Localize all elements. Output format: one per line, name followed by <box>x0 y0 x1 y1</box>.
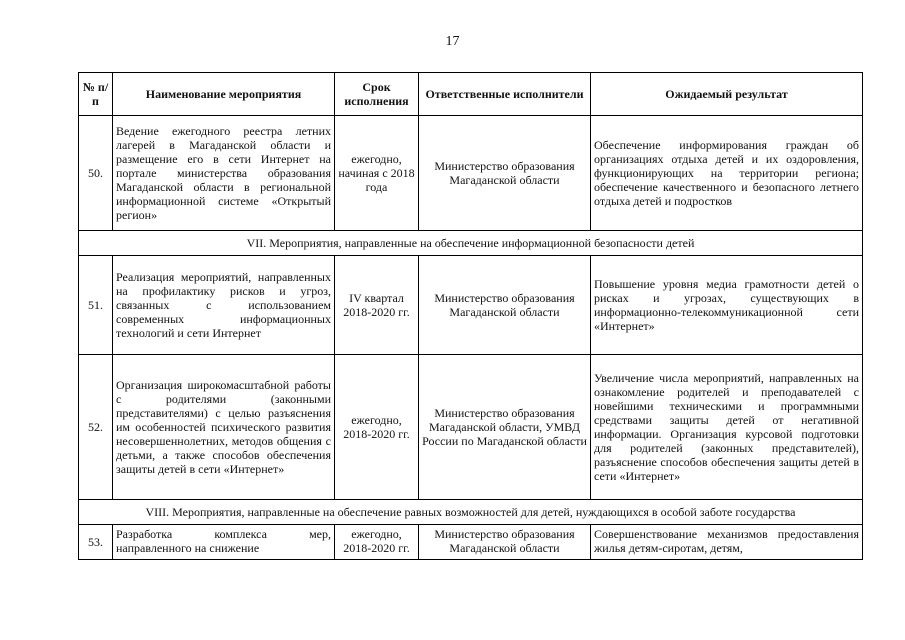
table-row <box>79 355 863 500</box>
table-header-row <box>79 73 863 116</box>
row-result: Повышение уровня медиа грамотности детей о рисках и угрозах, существующих в информационно-телекоммуникационной сети «Интернет» <box>591 256 863 355</box>
header-executors: Ответственные исполнители <box>419 73 591 116</box>
page-number: 17 <box>445 34 460 49</box>
row-executors: Министерство образования Магаданской области <box>419 256 591 355</box>
section-row <box>79 500 863 525</box>
row-name: Разработка комплекса мер, направленного на снижение <box>116 527 331 555</box>
section-row <box>79 231 863 256</box>
row-executors: Министерство образования Магаданской области <box>434 527 575 555</box>
row-term: ежегодно, 2018-2020 гг. <box>335 355 419 500</box>
header-term: Срок исполнения <box>335 73 419 116</box>
row-result: Совершенствование механизмов предоставления жилья детям-сиротам, детям, <box>594 527 859 555</box>
table-row <box>79 525 863 560</box>
row-result: Обеспечение информирования граждан об организациях отдыха детей и их оздоровления, функционирующих на территории региона; обеспечение качественного и безопасного летнего отдыха детей и подростков <box>591 116 863 231</box>
row-term: IV квартал 2018-2020 гг. <box>335 256 419 355</box>
table-row <box>79 256 863 355</box>
row-num: 53. <box>79 525 113 560</box>
row-name: Реализация мероприятий, направленных на профилактику рисков и угроз, связанных с использованием современных информационных технологий и сети Интернет <box>113 256 335 355</box>
row-term: ежегодно, 2018-2020 гг. <box>343 527 410 555</box>
header-name: Наименование мероприятия <box>113 73 335 116</box>
row-num: 50. <box>79 116 113 231</box>
header-num: № п/п <box>79 73 113 116</box>
row-term: ежегодно, начиная с 2018 года <box>335 116 419 231</box>
row-num: 51. <box>79 256 113 355</box>
row-num: 52. <box>79 355 113 500</box>
row-name: Ведение ежегодного реестра летних лагерей в Магаданской области и размещение его в сети Интернет на портале министерства образования Магаданской области в региональной информационной системе «Открытый регион» <box>113 116 335 231</box>
header-result: Ожидаемый результат <box>591 73 863 116</box>
row-name: Организация широкомасштабной работы с родителями (законными представителями) с целью разъяснения им особенностей психического развития несовершеннолетних, методов общения с детьми, а также способов обеспечения защиты детей в сети «Интернет» <box>113 355 335 500</box>
row-executors: Министерство образования Магаданской области, УМВД России по Магаданской области <box>419 355 591 500</box>
row-result: Увеличение числа мероприятий, направленных на ознакомление родителей и преподавателей с новейшими техническими и программными средствами защиты детей от негативной информации. Организация курсовой подготовки для родителей (законных представителей), разъяснение способов обеспечения защиты детей в сети «Интернет» <box>591 355 863 500</box>
section-heading: VII. Мероприятия, направленные на обеспечение информационной безопасности детей <box>79 231 863 256</box>
measures-table <box>78 72 863 560</box>
section-heading: VIII. Мероприятия, направленные на обеспечение равных возможностей для детей, нуждающихся в особой заботе государства <box>79 500 863 525</box>
row-executors: Министерство образования Магаданской области <box>419 116 591 231</box>
table-row <box>79 116 863 231</box>
